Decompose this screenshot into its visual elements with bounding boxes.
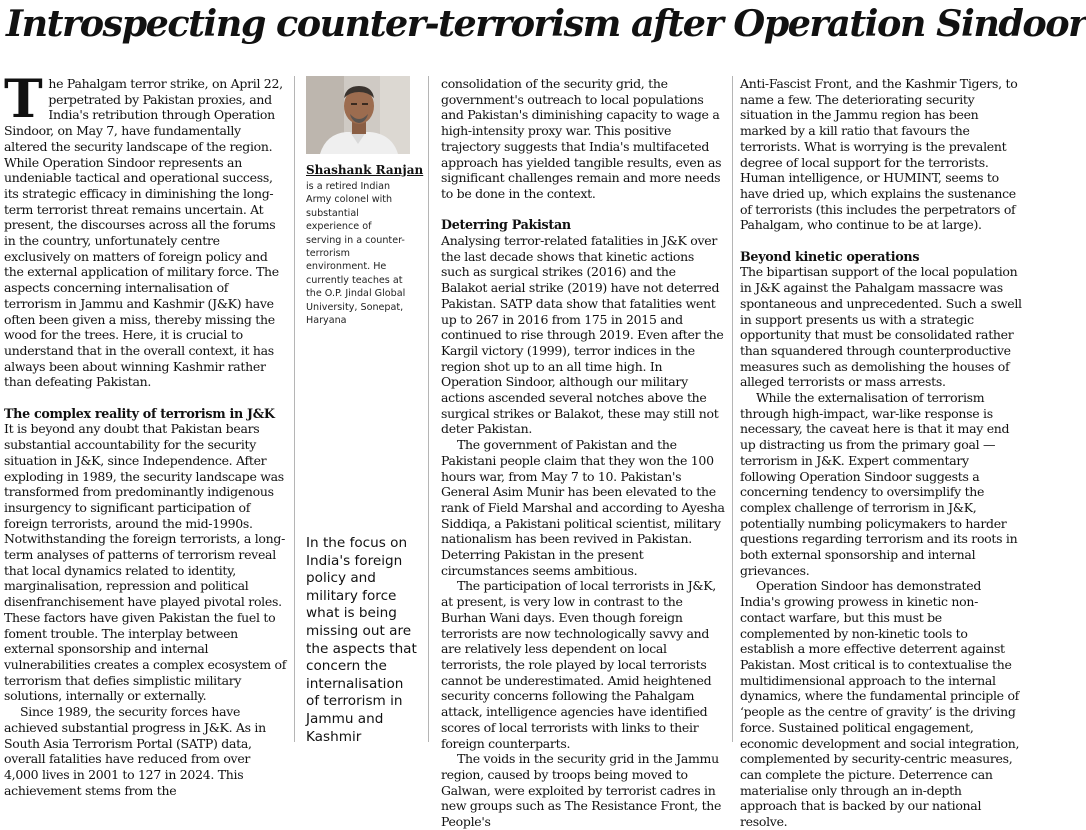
author-bio: is a retired Indian Army colonel with substantial experience of serving in a counter-terrorism environment. He currently teaches at the O.P. Jindal Global University, Sonepat, Haryana [306, 181, 406, 327]
paragraph: The participation of local terrorists in J&K, at present, is very low in contrast to the Burhan Wani days. Even though foreign terrorists are now technologically savvy and are relatively less dependent on local terrorists, the role played by local terrorists cannot be underestimated. Amid heightened security concerns following the Pahalgam attack, intelligence agencies have identified scores of local terrorists with links to their foreign counterparts. [441, 578, 716, 751]
paragraph: Since 1989, the security forces have achieved substantial progress in J&K. As in South Asia Terrorism Portal (SATP) data, overall fatalities have reduced from over 4,000 lives in 2001 to 127 in 2024. This achievement stems from the [4, 704, 266, 798]
article-column-3 [441, 76, 725, 830]
intro-paragraph: The Pahalgam terror strike, on April 22, perpetrated by Pakistan proxies, and India's retribution through Operation Sindoor, on May 7, have fundamentally altered the security landscape of the region. While Operation Sindoor represents an undeniable tactical and operational success, its strategic efficacy in diminishing the long-term terrorist threat remains uncertain. At present, the discourses across all the forums in the country, unfortunately centre exclusively on matters of foreign policy and the external application of military force. The aspects concerning internalisation of terrorism in Jammu and Kashmir (J&K) have often been given a miss, thereby missing the wood for the trees. Here, it is crucial to understand that in the overall context, it has always been about winning Kashmir rather than defeating Pakistan. [4, 69, 283, 390]
column-divider [294, 76, 295, 742]
author-name: Shashank Ranjan [306, 163, 424, 177]
article-column-1 [4, 69, 287, 798]
drop-cap: T [4, 69, 43, 130]
headline: Introspecting counter-terrorism after Operation Sindoor [6, 2, 1086, 45]
paragraph: Notwithstanding the foreign terrorists, a long-term analyses of patterns of terrorism reveal that local dynamics related to identity, marginalisation, repression and political disenfranchisement have played pivotal roles. These factors have given Pakistan the fuel to foment trouble. The interplay between external sponsorship and internal vulnerabilities creates a complex ecosystem of terrorism that defies simplistic military solutions, internally or externally. [4, 531, 287, 704]
section-heading-beyond-kinetic: Beyond kinetic operations [740, 248, 920, 264]
paragraph: The bipartisan support of the local population in J&K against the Pahalgam massacre was spontaneous and unprecedented. Such a swell in support presents us with a strategic opportunity that must be consolidated rather than squandered through counterproductive measures such as demolishing the houses of alleged terrorists or mass arrests. [740, 264, 1022, 390]
author-photo [306, 76, 410, 154]
paragraph: Analysing terror-related fatalities in J&K over the last decade shows that kinetic actions such as surgical strikes (2016) and the Balakot aerial strike (2019) have not deterred Pakistan. SATP data show that fatalities went up to 267 in 2016 from 175 in 2015 and continued to rise through 2019. Even after the Kargil victory (1999), terror indices in the region shot up to an all time high. In Operation Sindoor, although our military actions ascended several notches above the surgical strikes or Balakot, these may still not deter Pakistan. [441, 233, 724, 437]
column-divider [732, 76, 733, 742]
paragraph: The voids in the security grid in the Jammu region, caused by troops being moved to Galwan, were exploited by terrorist cadres in new groups such as The Resistance Front, the People's [441, 751, 722, 830]
paragraph: The government of Pakistan and the Pakistani people claim that they won the 100 hours war, from May 7 to 10. Pakistan's General Asim Munir has been elevated to the rank of Field Marshal and according to Ayesha Siddiqa, a Pakistani political scientist, military nationalism has been revived in Pakistan. Deterring Pakistan in the present circumstances seems ambitious. [441, 437, 725, 578]
paragraph: Anti-Fascist Front, and the Kashmir Tigers, to name a few. The deteriorating security situation in the Jammu region has been marked by a kill ratio that favours the terrorists. What is worrying is the prevalent degree of local support for the terrorists. Human intelligence, or HUMINT, seems to have dried up, which explains the sustenance of terrorists (this includes the perpetrators of Pahalgam, who continue to be at large). [740, 76, 1018, 233]
paragraph: It is beyond any doubt that Pakistan bears substantial accountability for the security situation in J&K, since Independence. After exploding in 1989, the security landscape was transformed from predominantly indigenous insurgency to significant participation of foreign terrorists, around the mid-1990s. [4, 421, 284, 531]
paragraph: Operation Sindoor has demonstrated India's growing prowess in kinetic non-contact warfare, but this must be complemented by non-kinetic tools to establish a more effective deterrent against Pakistan. Most critical is to contextualise the multidimensional approach to the internal dynamics, where the fundamental principle of ‘people as the centre of gravity’ is the driving force. Sustained political engagement, economic development and social integration, complemented by security-centric measures, can complete the picture. Deterrence can materialise only through an in-depth approach that is backed by our national resolve. [740, 578, 1020, 830]
section-heading-deterring-pakistan: Deterring Pakistan [441, 217, 571, 233]
pull-quote: In the focus on India's foreign policy and military force what is being missing out are the aspects that concern the internalisation of terrorism in Jammu and Kashmir [306, 535, 417, 745]
section-heading-complex-reality: The complex reality of terrorism in J&K [4, 405, 275, 421]
paragraph: While the externalisation of terrorism through high-impact, war-like response is necessary, the caveat here is that it may end up distracting us from the primary goal — terrorism in J&K. Expert commentary following Operation Sindoor suggests a concerning tendency to oversimplify the complex challenge of terrorism in J&K, potentially numbing policymakers to harder questions regarding terrorism and its roots in both external sponsorship and internal grievances. [740, 390, 1018, 578]
column-divider [428, 76, 429, 742]
paragraph: consolidation of the security grid, the government's outreach to local populations and Pakistan's diminishing capacity to wage a high-intensity proxy war. This positive trajectory suggests that India's multifaceted approach has yielded tangible results, even as significant challenges remain and more needs to be done in the context. [441, 76, 722, 201]
author-sidebar [306, 76, 424, 745]
article-column-4 [740, 76, 1022, 830]
